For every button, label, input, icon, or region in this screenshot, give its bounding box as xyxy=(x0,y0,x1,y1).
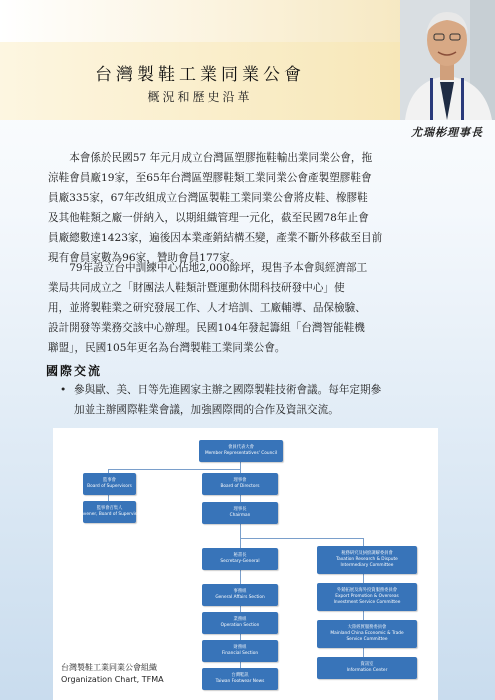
p2-line: 設計開發等業務交該中心辦理。民國104年發起籌組「台灣智能鞋機 xyxy=(48,322,365,334)
node-label-en: Intermediary Committee xyxy=(340,563,394,568)
node-label-en: Board of Supervisors xyxy=(87,484,132,489)
node-label-en: General Affairs Section xyxy=(215,595,265,600)
node-label-en: Financial Section xyxy=(221,651,259,656)
node-label-en: Board of Directors xyxy=(220,484,260,489)
node-label-zh: 事務組 xyxy=(233,589,247,594)
p2-line: 用，並將製鞋業之研究發展工作、人才培訓、工廠輔導、品保檢驗、 xyxy=(48,302,366,314)
intro-paragraph-1 xyxy=(48,148,448,268)
node-board-directors xyxy=(202,473,278,495)
node-label-zh: 資訊室 xyxy=(360,662,374,667)
org-chart-caption xyxy=(61,662,164,686)
node-label-zh: 理事會 xyxy=(233,478,247,483)
p1-line: 及其他鞋類之廠一併納入，以期組織管理一元化，截至民國78年止會 xyxy=(48,212,369,224)
node-general-affairs xyxy=(202,584,278,606)
node-financial xyxy=(202,640,278,662)
node-label-zh: 財務組 xyxy=(233,645,247,650)
page-title: 台灣製鞋工業同業公會 xyxy=(95,65,305,85)
node-taxation-committee xyxy=(317,546,417,574)
p1-line: 現有會員家數為96家，贊助會員177家。 xyxy=(48,252,241,264)
org-chart xyxy=(53,428,438,700)
node-label-en: Secretary-General xyxy=(220,559,260,564)
caption-en: Organization Chart, TFMA xyxy=(61,675,164,684)
section-heading-international: 國際交流 xyxy=(46,364,103,378)
node-mainland-committee xyxy=(317,620,417,648)
photo-caption: 尤瑞彬理事長 xyxy=(411,126,483,139)
node-label-en: Investment Service Committee xyxy=(333,600,401,605)
node-secretary-general xyxy=(202,548,278,570)
node-footwear-news xyxy=(202,668,278,690)
bullet-line: 參與歐、美、日等先進國家主辦之國際製鞋技術會議。每年定期參 xyxy=(74,384,382,396)
node-label-en: Information Center xyxy=(346,668,388,673)
p1-line: 涼鞋會員廠19家，至65年台灣區塑膠鞋類工業同業公會產製塑膠鞋會 xyxy=(48,172,372,184)
node-label-zh: 外銷拓展及海外投資服務委員會 xyxy=(336,588,398,593)
p1-line: 員廠總數達1423家，遍後因本業產銷結構丕變，產業不斷外移截至目前 xyxy=(48,232,383,244)
caption-zh: 台灣製鞋工業同業公會組織 xyxy=(61,663,157,672)
node-label-en: Taxation Research & Dispute xyxy=(336,557,398,562)
node-label-zh: 台灣鞋訊 xyxy=(231,673,249,678)
node-label-en: Chairman xyxy=(229,513,251,518)
node-label-zh: 理事長 xyxy=(233,507,247,512)
p1-line: 本會係於民國57 年元月成立台灣區塑膠拖鞋輸出業同業公會，拖 xyxy=(69,152,373,164)
node-label-en: Export Promotion & Overseas xyxy=(335,594,399,599)
node-label-zh: 大陸經貿服務委員會 xyxy=(347,625,387,630)
node-label-en: Mainland China Economic & Trade xyxy=(330,631,404,636)
p1-line: 員廠335家，67年改組成立台灣區製鞋工業同業公會將皮鞋、橡膠鞋 xyxy=(48,192,368,204)
node-label-en: Operation Section xyxy=(220,623,260,628)
node-chairman xyxy=(202,502,278,524)
node-member-council xyxy=(199,440,283,462)
bullet-dot-icon: • xyxy=(60,384,67,396)
node-label-zh: 會員代表大會 xyxy=(228,445,254,450)
node-label-zh: 稅務研究及糾紛調解委員會 xyxy=(341,551,393,556)
p2-line: 聯盟」，民國105年更名為台灣製鞋工業同業公會。 xyxy=(48,342,286,354)
page-subtitle: 概況和歷史沿革 xyxy=(147,90,253,104)
node-information-center xyxy=(317,657,417,679)
node-label-zh: 監事會召集人 xyxy=(96,506,123,511)
bullet-item xyxy=(60,380,445,420)
p2-line: 79年設立台中訓練中心佔地2,000餘坪，現售予本會與經濟部工 xyxy=(69,262,368,274)
node-label-en: Taiwan Footwear News xyxy=(215,679,265,684)
node-operation xyxy=(202,612,278,634)
chairman-portrait-image xyxy=(400,0,495,120)
connector-line xyxy=(240,538,363,539)
bullet-line: 加並主辦國際鞋業會議，加強國際間的合作及資訊交流。 xyxy=(74,404,339,416)
node-label-en: Service Committee xyxy=(346,637,388,642)
node-label-zh: 業務組 xyxy=(233,617,247,622)
node-label-zh: 監事會 xyxy=(103,478,116,483)
node-export-committee xyxy=(317,583,417,611)
connector-line xyxy=(108,469,240,470)
node-label-en: Convener, Board of Supervisors xyxy=(75,512,144,517)
node-label-zh: 秘書長 xyxy=(233,553,247,558)
node-board-supervisors xyxy=(83,473,136,495)
node-convener xyxy=(75,501,144,523)
chairman-photo xyxy=(400,0,495,120)
p2-line: 業局共同成立之「財團法人鞋類計暨運動休閒科技研發中心」使 xyxy=(48,282,345,294)
node-label-en: Member Representatives' Council xyxy=(204,451,278,456)
intro-paragraph-2 xyxy=(48,258,448,358)
